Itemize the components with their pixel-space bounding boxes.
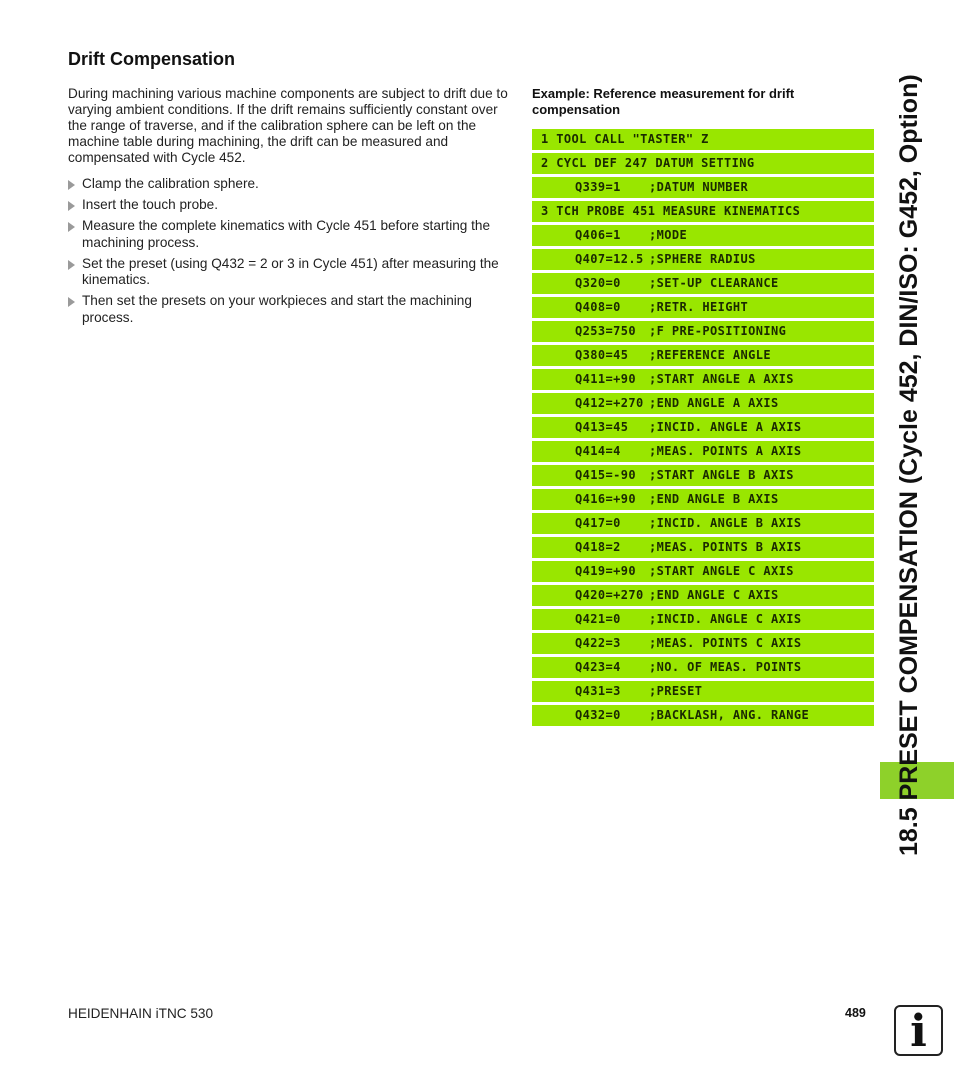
nc-parameter: Q406=1 bbox=[575, 228, 621, 242]
step-text: Insert the touch probe. bbox=[82, 197, 219, 212]
triangle-right-icon bbox=[68, 260, 75, 270]
nc-parameter-comment: ;F PRE-POSITIONING bbox=[649, 324, 787, 338]
nc-program-line bbox=[532, 681, 874, 702]
example-title: Example: Reference measurement for drift compensation bbox=[532, 86, 795, 117]
step-text: Then set the presets on your workpieces and start the machining process. bbox=[82, 293, 472, 325]
nc-program-line bbox=[532, 585, 874, 606]
nc-parameter: Q339=1 bbox=[575, 180, 621, 194]
triangle-right-icon bbox=[68, 180, 75, 190]
section-title: Drift Compensation bbox=[68, 49, 236, 69]
nc-block-text: 2 CYCL DEF 247 DATUM SETTING bbox=[541, 156, 755, 170]
nc-parameter-comment: ;START ANGLE B AXIS bbox=[649, 468, 794, 482]
nc-parameter: Q421=0 bbox=[575, 612, 621, 626]
nc-parameter-comment: ;MEAS. POINTS C AXIS bbox=[649, 636, 802, 650]
nc-program-line bbox=[532, 321, 874, 342]
nc-parameter: Q432=0 bbox=[575, 708, 621, 722]
nc-block-text: 1 TOOL CALL "TASTER" Z bbox=[541, 132, 709, 146]
step-item bbox=[68, 218, 508, 251]
nc-program-line bbox=[532, 201, 874, 222]
nc-parameter-comment: ;SPHERE RADIUS bbox=[649, 252, 756, 266]
nc-parameter: Q415=-90 bbox=[575, 468, 636, 482]
intro-paragraph: During machining various machine components are subject to drift due to varying ambient conditions. If the drift remains sufficiently constant over the range of traverse, and if the calibration sphere can be left on the machine table during machining, the drift can be measured and compensated with Cycle 452. bbox=[68, 86, 508, 165]
nc-program-line bbox=[532, 561, 874, 582]
nc-parameter-comment: ;SET-UP CLEARANCE bbox=[649, 276, 779, 290]
nc-parameter: Q414=4 bbox=[575, 444, 621, 458]
nc-parameter: Q413=45 bbox=[575, 420, 629, 434]
step-text: Clamp the calibration sphere. bbox=[82, 176, 259, 191]
nc-program-line bbox=[532, 465, 874, 486]
nc-parameter: Q431=3 bbox=[575, 684, 621, 698]
nc-program-line bbox=[532, 177, 874, 198]
nc-parameter: Q419=+90 bbox=[575, 564, 636, 578]
step-text: Measure the complete kinematics with Cycle 451 before starting the machining process. bbox=[82, 218, 491, 250]
nc-parameter: Q253=750 bbox=[575, 324, 636, 338]
step-item bbox=[68, 293, 508, 326]
nc-program-line bbox=[532, 129, 874, 150]
nc-program-line bbox=[532, 633, 874, 654]
nc-parameter: Q418=2 bbox=[575, 540, 621, 554]
info-icon: i bbox=[894, 1005, 943, 1056]
nc-program-line bbox=[532, 249, 874, 270]
nc-parameter: Q417=0 bbox=[575, 516, 621, 530]
nc-parameter-comment: ;MODE bbox=[649, 228, 688, 242]
nc-program-line bbox=[532, 441, 874, 462]
nc-program-line bbox=[532, 369, 874, 390]
nc-parameter-comment: ;NO. OF MEAS. POINTS bbox=[649, 660, 802, 674]
chapter-side-title: 18.5 PRESET COMPENSATION (Cycle 452, DIN/ISO: G452, Option) bbox=[895, 74, 923, 856]
nc-parameter-comment: ;INCID. ANGLE A AXIS bbox=[649, 420, 802, 434]
nc-parameter-comment: ;INCID. ANGLE B AXIS bbox=[649, 516, 802, 530]
step-text: Set the preset (using Q432 = 2 or 3 in Cycle 451) after measuring the kinematics. bbox=[82, 255, 499, 287]
nc-parameter-comment: ;END ANGLE B AXIS bbox=[649, 492, 779, 506]
step-list bbox=[68, 176, 508, 331]
nc-program-line bbox=[532, 417, 874, 438]
nc-program-line bbox=[532, 609, 874, 630]
nc-program-listing bbox=[532, 129, 874, 729]
triangle-right-icon bbox=[68, 222, 75, 232]
nc-parameter: Q412=+270 bbox=[575, 396, 644, 410]
nc-parameter: Q416=+90 bbox=[575, 492, 636, 506]
step-item bbox=[68, 197, 508, 214]
triangle-right-icon bbox=[68, 297, 75, 307]
nc-program-line bbox=[532, 657, 874, 678]
nc-block-text: 3 TCH PROBE 451 MEASURE KINEMATICS bbox=[541, 204, 801, 218]
footer-product-name: HEIDENHAIN iTNC 530 bbox=[68, 1006, 214, 1021]
nc-parameter: Q423=4 bbox=[575, 660, 621, 674]
nc-program-line bbox=[532, 273, 874, 294]
nc-parameter-comment: ;BACKLASH, ANG. RANGE bbox=[649, 708, 810, 722]
nc-parameter-comment: ;MEAS. POINTS A AXIS bbox=[649, 444, 802, 458]
nc-parameter: Q380=45 bbox=[575, 348, 629, 362]
step-item bbox=[68, 256, 508, 289]
nc-parameter-comment: ;REFERENCE ANGLE bbox=[649, 348, 771, 362]
nc-parameter: Q408=0 bbox=[575, 300, 621, 314]
nc-parameter: Q422=3 bbox=[575, 636, 621, 650]
nc-parameter: Q407=12.5 bbox=[575, 252, 644, 266]
page-number: 489 bbox=[845, 1006, 866, 1020]
nc-parameter-comment: ;DATUM NUMBER bbox=[649, 180, 749, 194]
nc-program-line bbox=[532, 225, 874, 246]
nc-program-line bbox=[532, 513, 874, 534]
nc-parameter-comment: ;RETR. HEIGHT bbox=[649, 300, 749, 314]
nc-parameter-comment: ;INCID. ANGLE C AXIS bbox=[649, 612, 802, 626]
nc-parameter-comment: ;MEAS. POINTS B AXIS bbox=[649, 540, 802, 554]
nc-program-line bbox=[532, 537, 874, 558]
step-item bbox=[68, 176, 508, 193]
nc-parameter: Q320=0 bbox=[575, 276, 621, 290]
nc-program-line bbox=[532, 345, 874, 366]
nc-program-line bbox=[532, 489, 874, 510]
nc-parameter: Q411=+90 bbox=[575, 372, 636, 386]
nc-program-line bbox=[532, 705, 874, 726]
nc-parameter-comment: ;PRESET bbox=[649, 684, 703, 698]
triangle-right-icon bbox=[68, 201, 75, 211]
nc-parameter-comment: ;END ANGLE A AXIS bbox=[649, 396, 779, 410]
nc-parameter-comment: ;START ANGLE C AXIS bbox=[649, 564, 794, 578]
nc-parameter: Q420=+270 bbox=[575, 588, 644, 602]
nc-program-line bbox=[532, 393, 874, 414]
nc-parameter-comment: ;END ANGLE C AXIS bbox=[649, 588, 779, 602]
nc-program-line bbox=[532, 297, 874, 318]
nc-program-line bbox=[532, 153, 874, 174]
nc-parameter-comment: ;START ANGLE A AXIS bbox=[649, 372, 794, 386]
